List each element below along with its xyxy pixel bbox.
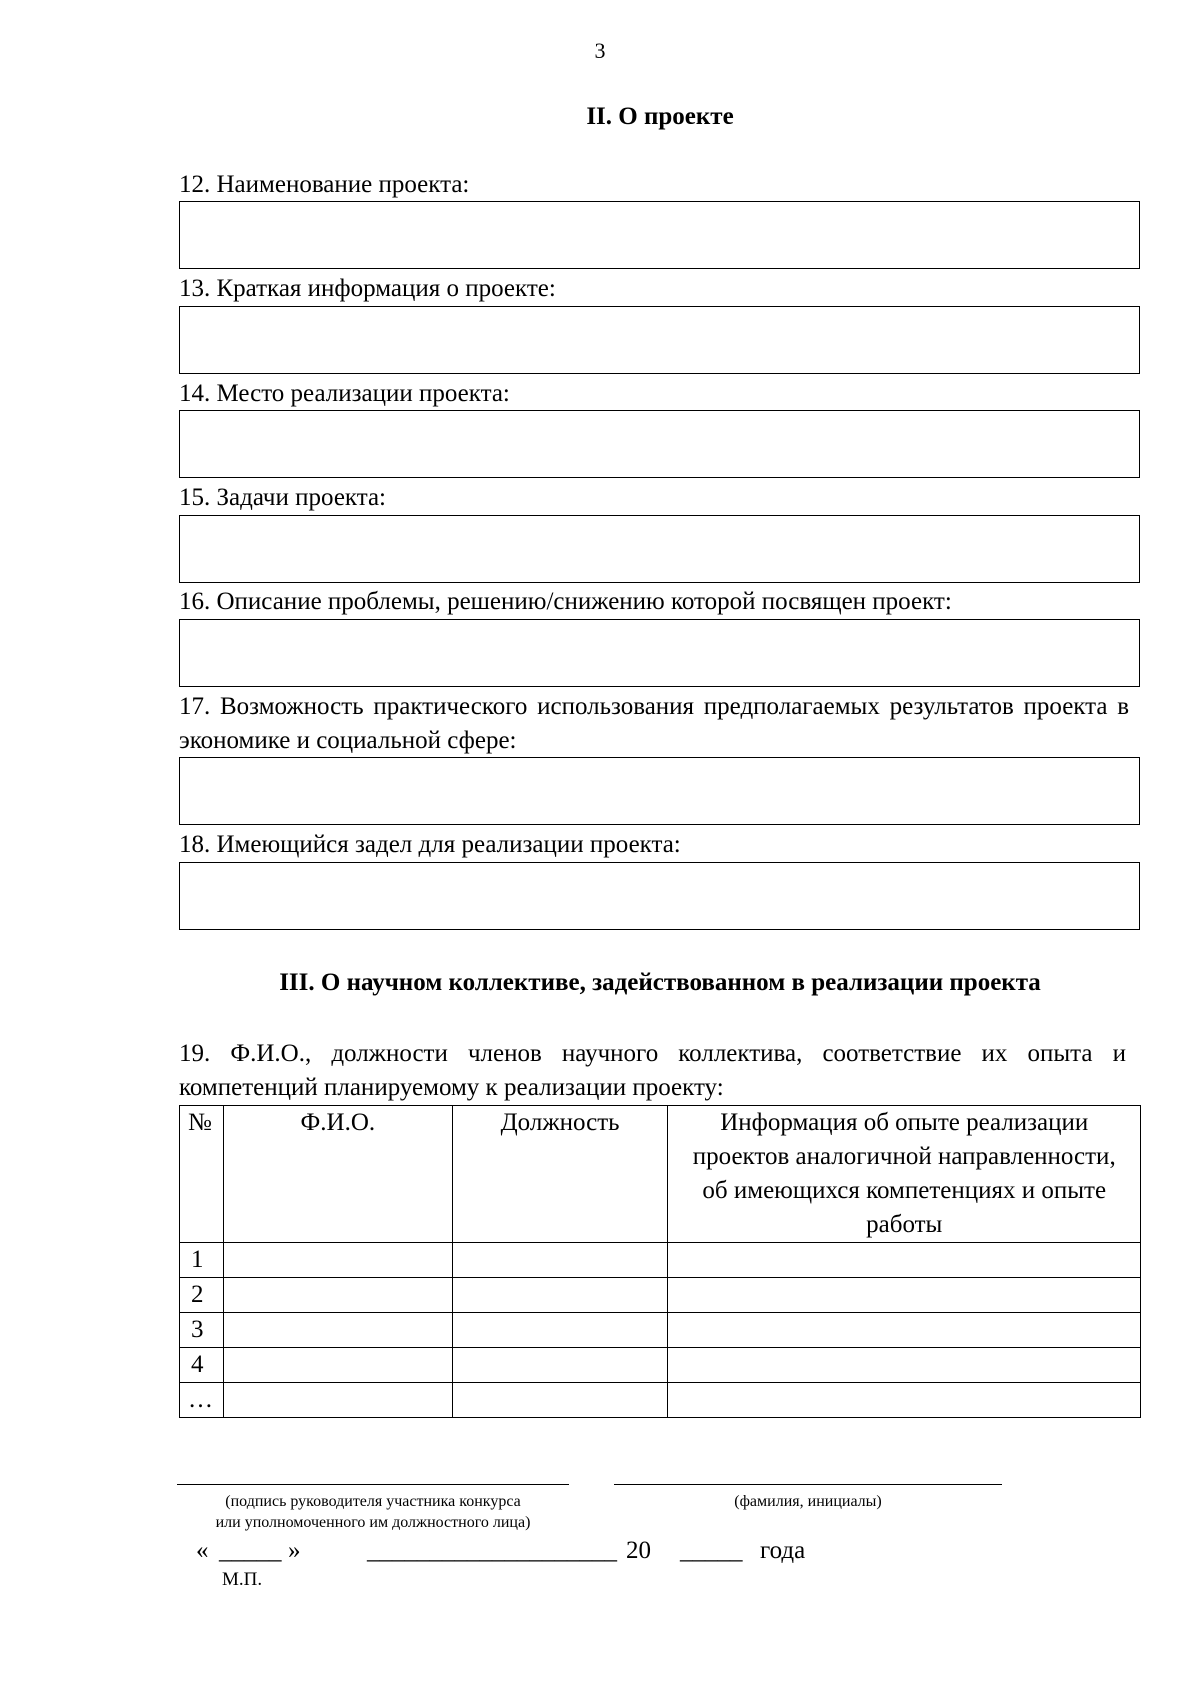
name-line[interactable] — [614, 1484, 1002, 1485]
cell-full-name[interactable] — [223, 1278, 452, 1313]
stamp-label: М.П. — [222, 1569, 263, 1590]
row-number: 1 — [180, 1243, 224, 1278]
signature-caption-line-1: (подпись руководителя участника конкурса — [225, 1493, 521, 1510]
field-14-label: 14. Место реализации проекта: — [179, 380, 510, 407]
cell-experience[interactable] — [668, 1383, 1141, 1418]
signature-caption — [177, 1491, 569, 1533]
table-row — [180, 1383, 1141, 1418]
field-12-input[interactable] — [179, 201, 1140, 269]
name-caption: (фамилия, инициалы) — [734, 1493, 882, 1510]
table-row — [180, 1313, 1141, 1348]
field-16-input[interactable] — [179, 619, 1140, 687]
cell-position[interactable] — [452, 1313, 668, 1348]
cell-experience[interactable] — [668, 1313, 1141, 1348]
field-17-label: 17. Возможность практического использования предполагаемых результатов проекта в экономике и социальной сфере: — [179, 693, 1129, 754]
field-17-input[interactable] — [179, 757, 1140, 825]
cell-position[interactable] — [452, 1278, 668, 1313]
field-15-input[interactable] — [179, 515, 1140, 583]
section-2-title: II. О проекте — [586, 103, 734, 130]
signature-line[interactable] — [177, 1484, 569, 1485]
field-14-input[interactable] — [179, 410, 1140, 478]
header-full-name: Ф.И.О. — [223, 1106, 452, 1243]
row-number: 3 — [180, 1313, 224, 1348]
section-3-title: III. О научном коллективе, задействованном в реализации проекта — [279, 969, 1041, 996]
cell-experience[interactable] — [668, 1278, 1141, 1313]
header-experience: Информация об опыте реализации проектов аналогичной направленности, об имеющихся компетенциях и опыте работы — [668, 1106, 1141, 1243]
page-number: 3 — [594, 38, 606, 63]
header-number: № — [180, 1106, 224, 1243]
field-16-label: 16. Описание проблемы, решению/снижению которой посвящен проект: — [179, 588, 952, 615]
cell-full-name[interactable] — [223, 1348, 452, 1383]
row-number: 2 — [180, 1278, 224, 1313]
field-19-label: 19. Ф.И.О., должности членов научного коллектива, соответствие их опыта и компетенций планируемому к реализации проекту: — [179, 1040, 1126, 1101]
year-suffix: года — [760, 1537, 806, 1564]
year-prefix: 20 — [626, 1537, 651, 1564]
year-blank[interactable]: _____ — [680, 1537, 743, 1564]
cell-experience[interactable] — [668, 1243, 1141, 1278]
field-18-label: 18. Имеющийся задел для реализации проекта: — [179, 831, 681, 858]
field-12-label: 12. Наименование проекта: — [179, 171, 470, 198]
signature-caption-line-2: или уполномоченного им должностного лица) — [215, 1514, 531, 1531]
cell-experience[interactable] — [668, 1348, 1141, 1383]
cell-full-name[interactable] — [223, 1313, 452, 1348]
close-quote: » — [288, 1537, 301, 1564]
row-number: … — [180, 1383, 224, 1418]
table-row — [180, 1243, 1141, 1278]
open-quote: « — [196, 1537, 209, 1564]
table-row — [180, 1348, 1141, 1383]
cell-position[interactable] — [452, 1348, 668, 1383]
header-position: Должность — [452, 1106, 668, 1243]
cell-position[interactable] — [452, 1243, 668, 1278]
table-row — [180, 1278, 1141, 1313]
cell-position[interactable] — [452, 1383, 668, 1418]
field-13-input[interactable] — [179, 306, 1140, 374]
table-header-row — [180, 1106, 1141, 1243]
team-members-table — [179, 1105, 1141, 1418]
row-number: 4 — [180, 1348, 224, 1383]
month-blank[interactable]: ____________________ — [367, 1537, 617, 1564]
field-15-label: 15. Задачи проекта: — [179, 484, 387, 511]
field-13-label: 13. Краткая информация о проекте: — [179, 275, 556, 302]
cell-full-name[interactable] — [223, 1243, 452, 1278]
field-18-input[interactable] — [179, 862, 1140, 930]
day-blank[interactable]: _____ — [219, 1537, 282, 1564]
cell-full-name[interactable] — [223, 1383, 452, 1418]
